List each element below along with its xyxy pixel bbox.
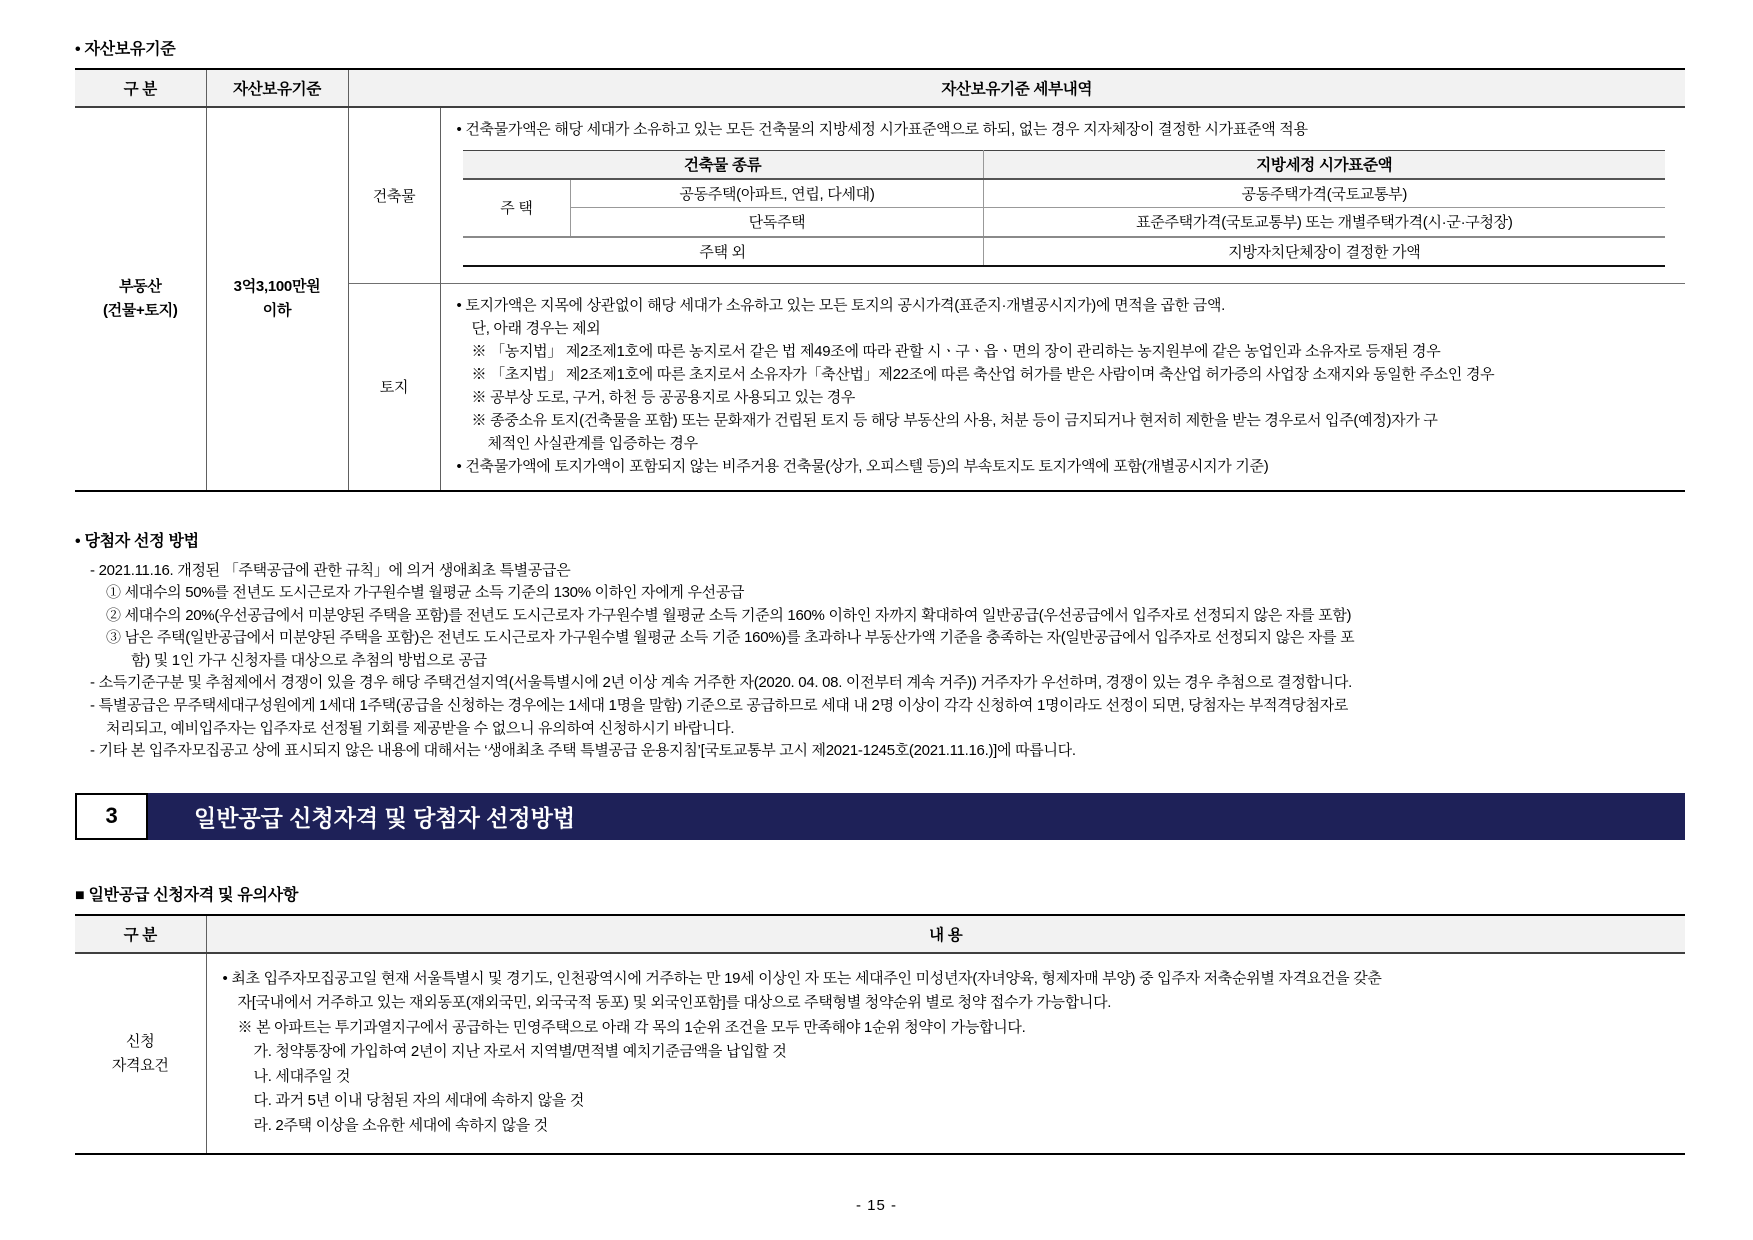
- building-detached-type: 단독주택: [571, 208, 983, 237]
- winner-selection-section: [75, 528, 1685, 763]
- land-line: • 토지가액은 지목에 상관없이 해당 세대가 소유하고 있는 모든 토지의 공시가격(표준지·개별공시지가)에 면적을 곱한 금액.: [456, 296, 1225, 314]
- selection-line: 처리되고, 예비입주자는 입주자로 선정될 기회를 제공받을 수 없으니 유의하여 신청하시기 바랍니다.: [106, 719, 735, 737]
- land-line: 단, 아래 경우는 제외: [471, 319, 601, 337]
- building-housing-label: 주 택: [463, 179, 571, 237]
- section3-number: 3: [75, 793, 148, 840]
- building-type-table: [463, 150, 1665, 267]
- building-table-header-row: [463, 151, 1665, 179]
- general-content-line: 라. 2주택 이상을 소유한 세대에 속하지 않을 것: [253, 1116, 548, 1134]
- land-line: ※ 공부상 도로, 구거, 하천 등 공공용지로 사용되고 있는 경우: [471, 388, 856, 406]
- general-category-line1: 신청: [126, 1032, 155, 1050]
- general-content-line: ※ 본 아파트는 투기과열지구에서 공급하는 민영주택으로 아래 각 목의 1순위 조건을 모두 만족해야 1순위 청약이 가능합니다.: [237, 1018, 1026, 1036]
- asset-criteria-title: • 자산보유기준: [75, 41, 176, 58]
- general-content-line: • 최초 입주자모집공고일 현재 서울특별시 및 경기도, 인천광역시에 거주하는 만 19세 이상인 자 또는 세대주인 미성년자(자녀양육, 형제자매 부양) 중 입주자 저축순위별 자격요건을 갖춘: [222, 969, 1382, 987]
- section3-banner: [75, 793, 1685, 840]
- general-content-line: 가. 청약통장에 가입하여 2년이 지난 자로서 지역별/면적별 예치기준금액을 납입할 것: [253, 1043, 787, 1061]
- section3-title: 일반공급 신청자격 및 당첨자 선정방법: [148, 793, 1685, 840]
- selection-line: - 소득기준구분 및 추첨제에서 경쟁이 있을 경우 해당 주택건설지역(서울특별시에 2년 이상 계속 거주한 자(2020. 04. 08. 이전부터 계속 거주)) 거주자가 우선하며, 경쟁이 있는 경우 추첨으로 결정합니다.: [90, 674, 1352, 692]
- selection-line: ② 세대수의 20%(우선공급에서 미분양된 주택을 포함)를 전년도 도시근로자 가구원수별 월평균 소득 기준의 160% 이하인 자까지 확대하여 일반공급(우선공급에서 입주자로 선정되지 않은 자를 포함): [106, 606, 1352, 624]
- asset-land-content: [440, 283, 1685, 491]
- general-content-cell: [206, 953, 1685, 1155]
- land-line: ※ 종중소유 토지(건축물을 포함) 또는 문화재가 건립된 토지 등 해당 부동산의 사용, 처분 등이 금지되거나 현저히 제한을 받는 경우로서 입주(예정)자가 구: [471, 411, 1438, 429]
- building-row-detached: [463, 208, 1665, 237]
- selection-line: - 2021.11.16. 개정된 「주택공급에 관한 규칙」에 의거 생애최초 특별공급은: [90, 561, 571, 579]
- selection-line: ③ 남은 주택(일반공급에서 미분양된 주택을 포함)은 전년도 도시근로자 가구원수별 월평균 소득 기준 160%)를 초과하나 부동산가액 기준을 충족하는 자(일반공급에서 입주자로 선정되지 않은 자를 포: [106, 629, 1355, 647]
- asset-building-content: [440, 107, 1685, 283]
- land-line: ※ 「초지법」 제2조제1호에 따른 초지로서 소유자가「축산법」제22조에 따른 축산업 허가를 받은 사람이며 축산업 허가증의 사업장 소재지와 동일한 주소인 경우: [471, 365, 1495, 383]
- asset-criteria-line1: 3억3,100만원: [233, 277, 321, 295]
- asset-col-criteria: 자산보유기준: [206, 69, 348, 107]
- general-col-category: 구 분: [75, 915, 206, 953]
- selection-line: 함) 및 1인 가구 신청자를 대상으로 추첨의 방법으로 공급: [131, 651, 487, 669]
- general-qualification-row: [75, 953, 1685, 1155]
- building-value-bullet: • 건축물가액은 해당 세대가 소유하고 있는 모든 건축물의 지방세정 시가표준액으로 하되, 없는 경우 지자체장이 결정한 시가표준액 적용: [456, 121, 1308, 138]
- selection-line: - 특별공급은 무주택세대구성원에게 1세대 1주택(공급을 신청하는 경우에는 1세대 1명을 말함) 기준으로 공급하므로 세대 내 2명 이상이 각각 신청하여 1명이라도 선정이 되면, 당첨자는 부적격당첨자로: [90, 697, 1349, 715]
- general-supply-subtitle: ■ 일반공급 신청자격 및 유의사항: [75, 886, 298, 904]
- selection-line: ① 세대수의 50%를 전년도 도시근로자 가구원수별 월평균 소득 기준의 130% 이하인 자에게 우선공급: [106, 584, 745, 602]
- asset-col-category: 구 분: [75, 69, 206, 107]
- land-line: • 건축물가액에 토지가액이 포함되지 않는 비주거용 건축물(상가, 오피스텔 등)의 부속토지도 토지가액에 포함(개별공시지가 기준): [456, 457, 1269, 475]
- general-content-line: 나. 세대주일 것: [253, 1067, 351, 1085]
- building-row-apartment: [463, 179, 1665, 208]
- page-number: - 15 -: [855, 1197, 897, 1214]
- asset-category-line1: 부동산: [118, 277, 162, 295]
- asset-table-header-row: [75, 69, 1685, 107]
- building-row-other: [463, 237, 1665, 266]
- building-other-price: 지방자치단체장이 결정한 가액: [983, 237, 1665, 266]
- building-col-price: 지방세정 시가표준액: [983, 151, 1665, 179]
- winner-selection-title: • 당첨자 선정 방법: [75, 532, 199, 550]
- building-apartment-type: 공동주택(아파트, 연립, 다세대): [571, 179, 983, 208]
- general-content-line: 다. 과거 5년 이내 당첨된 자의 세대에 속하지 않을 것: [253, 1092, 585, 1110]
- land-line: ※ 「농지법」 제2조제1호에 따른 농지로서 같은 법 제49조에 따라 관할 시ㆍ구ㆍ읍ㆍ면의 장이 관리하는 농지원부에 같은 농업인과 소유자로 등재된 경우: [471, 342, 1441, 360]
- asset-criteria-cell: [206, 107, 348, 491]
- general-col-content: 내 용: [206, 915, 1685, 953]
- asset-criteria-table: [75, 68, 1685, 492]
- land-line: 체적인 사실관계를 입증하는 경우: [487, 434, 698, 452]
- asset-category-line2: (건물+토지): [102, 301, 178, 319]
- general-category-cell: [75, 953, 206, 1155]
- general-content-line: 자[국내에서 거주하고 있는 재외동포(재외국민, 외국국적 동포) 및 외국인포함]를 대상으로 주택형별 청약순위 별로 청약 접수가 가능합니다.: [237, 994, 1112, 1012]
- asset-col-detail: 자산보유기준 세부내역: [348, 69, 1685, 107]
- asset-building-label: 건축물: [348, 107, 440, 283]
- building-other-type: 주택 외: [463, 237, 984, 266]
- selection-line: - 기타 본 입주자모집공고 상에 표시되지 않은 내용에 대해서는 ‘생애최초 주택 특별공급 운용지침’[국토교통부 고시 제2021-1245호(2021.11.16.)]에 따릅니다.: [90, 742, 1076, 760]
- asset-land-label: 토지: [348, 283, 440, 491]
- general-table-header-row: [75, 915, 1685, 953]
- asset-criteria-line2: 이하: [262, 301, 292, 319]
- asset-building-row: [75, 107, 1685, 283]
- building-apartment-price: 공동주택가격(국토교통부): [1241, 185, 1408, 203]
- building-col-type: 건축물 종류: [463, 151, 984, 179]
- asset-category-cell: [75, 107, 206, 491]
- general-category-line2: 자격요건: [111, 1056, 169, 1074]
- building-detached-price: 표준주택가격(국토교통부) 또는 개별주택가격(시·군·구청장): [983, 208, 1665, 237]
- general-supply-table: [75, 914, 1685, 1156]
